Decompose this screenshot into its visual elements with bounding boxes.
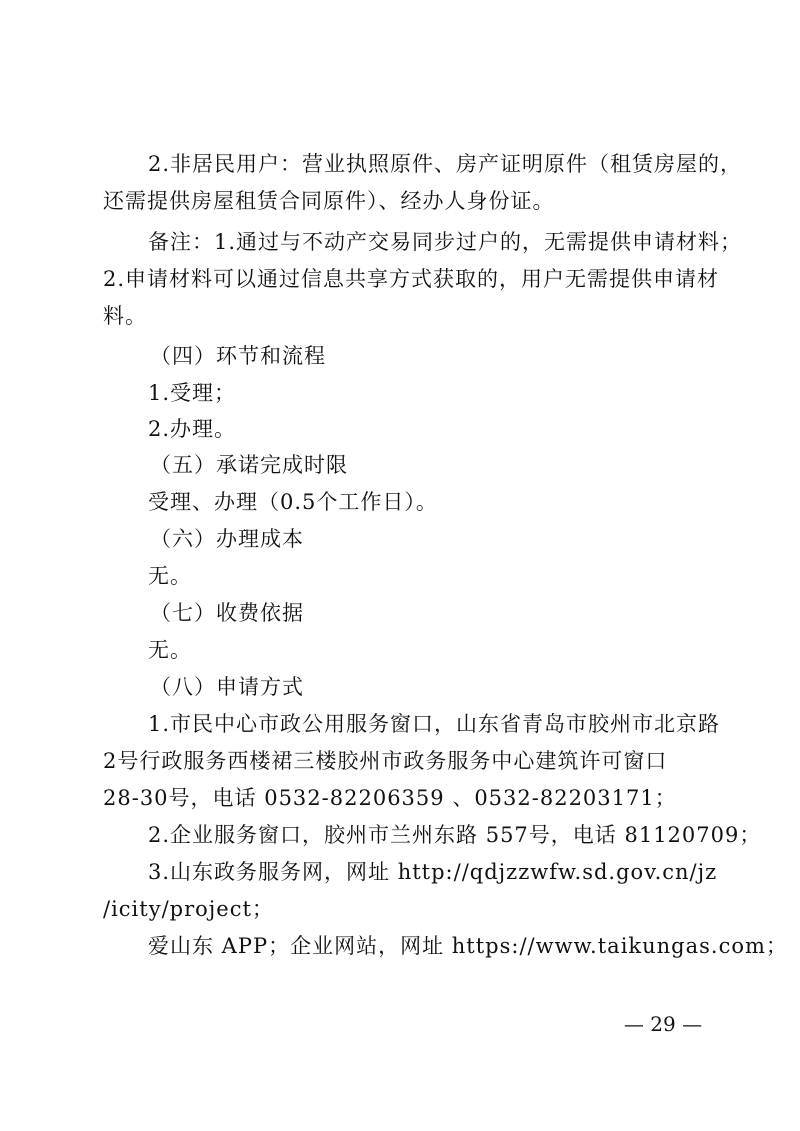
section-heading: （四）环节和流程 [150, 344, 326, 368]
text-line: 无。 [148, 564, 192, 588]
section-heading: （五）承诺完成时限 [150, 453, 348, 477]
text-line: /icity/project； [103, 897, 274, 921]
section-heading: （六）办理成本 [150, 527, 304, 551]
text-line: 2.企业服务窗口，胶州市兰州东路 557号，电话 81120709； [148, 823, 762, 847]
section-heading: （七）收费依据 [150, 601, 304, 625]
text-line: 无。 [148, 638, 192, 662]
text-line: 备注：1.通过与不动产交易同步过户的，无需提供申请材料； [148, 230, 743, 254]
text-line: 2.办理。 [148, 417, 237, 441]
text-line: 受理、办理（0.5个工作日）。 [148, 490, 438, 514]
text-line: 1.市民中心市政公用服务窗口，山东省青岛市胶州市北京路 [148, 712, 721, 736]
text-line: 料。 [103, 304, 147, 328]
text-line: 2.非居民用户：营业执照原件、房产证明原件（租赁房屋的， [148, 152, 743, 176]
text-line: 爱山东 APP；企业网站，网址 https://www.taikungas.com； [148, 934, 788, 958]
text-line: 1.受理； [148, 381, 237, 405]
page-number: — 29 — [623, 1012, 703, 1036]
text-line: 还需提供房屋租赁合同原件）、经办人身份证。 [103, 189, 555, 213]
text-line: 2号行政服务西楼裙三楼胶州市政务服务中心建筑许可窗口 [103, 749, 668, 773]
text-line: 28-30号，电话 0532-82206359 、0532-82203171； [103, 786, 677, 810]
text-line: 3.山东政务服务网，网址 http://qdjzzwfw.sd.gov.cn/jz [148, 860, 718, 884]
text-line: 2.申请材料可以通过信息共享方式获取的，用户无需提供申请材 [103, 267, 720, 291]
section-heading: （八）申请方式 [150, 675, 304, 699]
